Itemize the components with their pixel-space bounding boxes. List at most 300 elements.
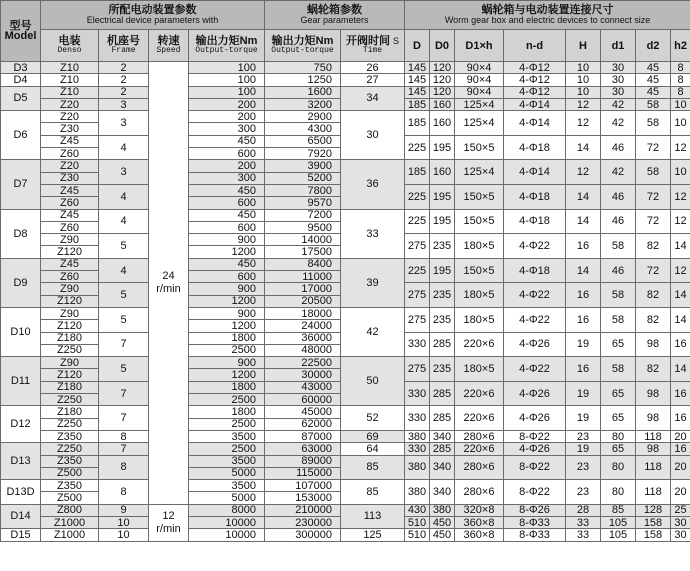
D0-cell: 235: [430, 307, 455, 332]
denso-cell: Z180: [41, 332, 99, 344]
h2-cell: 12: [671, 258, 690, 283]
D-cell: 145: [405, 74, 430, 86]
denso-cell: Z120: [41, 320, 99, 332]
denso-cell: Z60: [41, 221, 99, 233]
D0-cell: 195: [430, 209, 455, 234]
D1h-cell: 150×5: [455, 209, 504, 234]
time-cell: 85: [341, 480, 405, 505]
torque-cell: 450: [189, 209, 265, 221]
H-cell: 10: [566, 62, 601, 74]
d2-header: d2: [636, 30, 671, 62]
nd-cell: 4-Φ14: [504, 98, 566, 110]
d1-cell: 30: [601, 86, 636, 98]
nd-cell: 4-Φ26: [504, 406, 566, 431]
D1h-cell: 320×8: [455, 504, 504, 516]
D-cell: 225: [405, 258, 430, 283]
table-row: [1, 86, 690, 98]
gear-torque-cell: 17000: [265, 283, 341, 295]
model-header: 型号 Model: [1, 1, 41, 62]
gear-group-header: 蜗轮箱参数 Gear parameters: [265, 1, 405, 30]
D1h-cell: 125×4: [455, 98, 504, 110]
D0-cell: 120: [430, 86, 455, 98]
table-row: [1, 62, 690, 74]
time-cell: 50: [341, 357, 405, 406]
h2-cell: 20: [671, 455, 690, 480]
nd-cell: 4-Φ14: [504, 111, 566, 136]
D1h-cell: 180×5: [455, 234, 504, 259]
H-cell: 16: [566, 357, 601, 382]
D-cell: 185: [405, 111, 430, 136]
torque-cell: 600: [189, 221, 265, 233]
time-cell: 42: [341, 307, 405, 356]
frame-cell: 10: [99, 516, 149, 528]
gear-torque-cell: 9500: [265, 221, 341, 233]
gear-torque-cell: 20500: [265, 295, 341, 307]
time-header: 开阀时间 S Time: [341, 30, 405, 62]
time-cell: 34: [341, 86, 405, 111]
torque-cell: 5000: [189, 492, 265, 504]
time-cell: 125: [341, 529, 405, 541]
denso-cell: Z350: [41, 430, 99, 442]
h2-cell: 12: [671, 135, 690, 160]
time-cell: 39: [341, 258, 405, 307]
nd-cell: 4-Φ26: [504, 381, 566, 406]
torque-cell: 200: [189, 98, 265, 110]
table-row: [1, 307, 690, 319]
gear-torque-cell: 7920: [265, 148, 341, 160]
table-row: [1, 209, 690, 221]
torque-cell: 100: [189, 86, 265, 98]
gear-torque-cell: 1250: [265, 74, 341, 86]
torque-cell: 300: [189, 172, 265, 184]
gear-torque-cell: 7200: [265, 209, 341, 221]
torque-cell: 2500: [189, 443, 265, 455]
denso-cell: Z45: [41, 209, 99, 221]
d2-cell: 58: [636, 111, 671, 136]
torque-cell: 200: [189, 111, 265, 123]
D1h-cell: 150×5: [455, 258, 504, 283]
denso-cell: Z90: [41, 234, 99, 246]
frame-cell: 7: [99, 332, 149, 357]
d2-cell: 58: [636, 98, 671, 110]
D0-cell: 235: [430, 283, 455, 308]
d2-cell: 45: [636, 62, 671, 74]
D0-cell: 285: [430, 443, 455, 455]
d1-cell: 65: [601, 406, 636, 431]
nd-cell: 4-Φ18: [504, 184, 566, 209]
D-cell: 330: [405, 381, 430, 406]
d1-cell: 80: [601, 455, 636, 480]
nd-cell: 4-Φ12: [504, 62, 566, 74]
denso-cell: Z60: [41, 148, 99, 160]
H-cell: 14: [566, 135, 601, 160]
H-cell: 23: [566, 430, 601, 442]
denso-cell: Z500: [41, 492, 99, 504]
torque-cell: 2500: [189, 344, 265, 356]
gear-torque-cell: 7800: [265, 184, 341, 196]
nd-cell: 4-Φ18: [504, 135, 566, 160]
nd-cell: 4-Φ26: [504, 332, 566, 357]
torque-cell: 8000: [189, 504, 265, 516]
denso-cell: Z20: [41, 98, 99, 110]
D0-cell: 450: [430, 516, 455, 528]
D-cell: 145: [405, 86, 430, 98]
gear-torque-cell: 45000: [265, 406, 341, 418]
frame-cell: 5: [99, 283, 149, 308]
D0-cell: 160: [430, 160, 455, 185]
torque-cell: 1200: [189, 246, 265, 258]
D1h-cell: 220×6: [455, 332, 504, 357]
torque-cell: 450: [189, 135, 265, 147]
torque-cell: 600: [189, 197, 265, 209]
time-cell: 64: [341, 443, 405, 455]
model-cell: D11: [1, 357, 41, 406]
nd-cell: 4-Φ22: [504, 283, 566, 308]
denso-cell: Z180: [41, 381, 99, 393]
denso-cell: Z45: [41, 258, 99, 270]
time-cell: 36: [341, 160, 405, 209]
d2-cell: 98: [636, 381, 671, 406]
nd-cell: 4-Φ12: [504, 86, 566, 98]
table-row: [1, 430, 690, 442]
H-cell: 33: [566, 516, 601, 528]
D-cell: 330: [405, 443, 430, 455]
frame-cell: 3: [99, 160, 149, 185]
H-cell: 16: [566, 283, 601, 308]
frame-cell: 4: [99, 209, 149, 234]
D0-cell: 160: [430, 111, 455, 136]
table-row: [1, 258, 690, 270]
D0-cell: 195: [430, 258, 455, 283]
d1-cell: 85: [601, 504, 636, 516]
denso-cell: Z800: [41, 504, 99, 516]
d2-cell: 128: [636, 504, 671, 516]
d1-cell: 80: [601, 430, 636, 442]
D-cell: 225: [405, 209, 430, 234]
d2-cell: 118: [636, 430, 671, 442]
h2-cell: 14: [671, 283, 690, 308]
torque-cell: 3500: [189, 430, 265, 442]
frame-cell: 8: [99, 430, 149, 442]
nd-cell: 4-Φ14: [504, 160, 566, 185]
d1-cell: 80: [601, 480, 636, 505]
H-cell: 12: [566, 98, 601, 110]
torque-cell: 100: [189, 62, 265, 74]
d2-cell: 118: [636, 480, 671, 505]
denso-cell: Z30: [41, 123, 99, 135]
h2-cell: 30: [671, 516, 690, 528]
h2-cell: 30: [671, 529, 690, 541]
torque-cell: 1200: [189, 320, 265, 332]
table-row: [1, 443, 690, 455]
nd-cell: 8-Φ22: [504, 430, 566, 442]
frame-header: 机座号 Frame: [99, 30, 149, 62]
frame-cell: 2: [99, 62, 149, 74]
h2-cell: 10: [671, 111, 690, 136]
gear-torque-cell: 1600: [265, 86, 341, 98]
denso-header: 电装 Denso: [41, 30, 99, 62]
H-cell: 23: [566, 455, 601, 480]
gear-torque-cell: 107000: [265, 480, 341, 492]
D-cell: 225: [405, 135, 430, 160]
h2-cell: 10: [671, 98, 690, 110]
nd-cell: 4-Φ18: [504, 209, 566, 234]
model-cell: D3: [1, 62, 41, 74]
h2-header: h2: [671, 30, 690, 62]
d2-cell: 158: [636, 516, 671, 528]
D0-cell: 285: [430, 381, 455, 406]
denso-cell: Z20: [41, 160, 99, 172]
d2-cell: 98: [636, 332, 671, 357]
table-row: [1, 455, 690, 467]
torque-cell: 450: [189, 258, 265, 270]
model-cell: D7: [1, 160, 41, 209]
nd-cell: 8-Φ22: [504, 480, 566, 505]
speed-unit: r/min: [156, 282, 181, 295]
time-cell: 69: [341, 430, 405, 442]
gear-torque-cell: 87000: [265, 430, 341, 442]
H-cell: 16: [566, 307, 601, 332]
model-cell: D13D: [1, 480, 41, 505]
gear-torque-cell: 2900: [265, 111, 341, 123]
denso-cell: Z120: [41, 295, 99, 307]
D-cell: 380: [405, 430, 430, 442]
d2-cell: 158: [636, 529, 671, 541]
gear-torque-cell: 4300: [265, 123, 341, 135]
d2-cell: 82: [636, 283, 671, 308]
denso-cell: Z120: [41, 369, 99, 381]
gear-torque-cell: 60000: [265, 394, 341, 406]
D0-cell: 340: [430, 480, 455, 505]
frame-cell: 3: [99, 98, 149, 110]
table-row: [1, 480, 690, 492]
D0-cell: 120: [430, 74, 455, 86]
table-body: [1, 62, 690, 542]
gear-torque-cell: 3200: [265, 98, 341, 110]
gear-torque-cell: 8400: [265, 258, 341, 270]
gear-torque-cell: 115000: [265, 467, 341, 479]
h2-cell: 20: [671, 480, 690, 505]
d2-cell: 82: [636, 357, 671, 382]
table-row: [1, 406, 690, 418]
torque-cell: 900: [189, 234, 265, 246]
frame-cell: 4: [99, 184, 149, 209]
D1h-cell: 280×6: [455, 455, 504, 480]
H-cell: 33: [566, 529, 601, 541]
d1-cell: 42: [601, 160, 636, 185]
model-cell: D8: [1, 209, 41, 258]
h2-cell: 8: [671, 74, 690, 86]
d2-cell: 45: [636, 74, 671, 86]
model-cell: D5: [1, 86, 41, 111]
frame-cell: 5: [99, 234, 149, 259]
torque-cell: 900: [189, 307, 265, 319]
denso-cell: Z90: [41, 357, 99, 369]
torque-cell: 100: [189, 74, 265, 86]
frame-cell: 8: [99, 455, 149, 480]
D-cell: 275: [405, 283, 430, 308]
conn-group-header: 蜗轮箱与电动装置连接尺寸 Worm gear box and electric devices to connect size: [405, 1, 690, 30]
D1h-cell: 150×5: [455, 135, 504, 160]
D1h-cell: 360×8: [455, 516, 504, 528]
D0-cell: 160: [430, 98, 455, 110]
D1h-cell: 125×4: [455, 111, 504, 136]
H-cell: 14: [566, 209, 601, 234]
nd-cell: 4-Φ22: [504, 234, 566, 259]
gear-torque-cell: 230000: [265, 516, 341, 528]
time-cell: 85: [341, 455, 405, 480]
electric-group-header: 所配电动装置参数 Electrical device parameters with: [41, 1, 265, 30]
denso-cell: Z120: [41, 246, 99, 258]
D1h-cell: 90×4: [455, 74, 504, 86]
h2-cell: 16: [671, 332, 690, 357]
h2-cell: 14: [671, 357, 690, 382]
model-cell: D13: [1, 443, 41, 480]
d1-cell: 105: [601, 516, 636, 528]
d1-cell: 58: [601, 234, 636, 259]
frame-cell: 7: [99, 381, 149, 406]
d2-cell: 72: [636, 184, 671, 209]
H-header: H: [566, 30, 601, 62]
frame-cell: 3: [99, 111, 149, 136]
frame-cell: 2: [99, 74, 149, 86]
gear-torque-cell: 9570: [265, 197, 341, 209]
torque-cell: 300: [189, 123, 265, 135]
frame-cell: 5: [99, 307, 149, 332]
gear-torque-cell: 62000: [265, 418, 341, 430]
D1h-cell: 150×5: [455, 184, 504, 209]
h2-cell: 16: [671, 381, 690, 406]
gear-torque-cell: 36000: [265, 332, 341, 344]
gear-torque-cell: 22500: [265, 357, 341, 369]
frame-cell: 8: [99, 480, 149, 505]
d2-cell: 45: [636, 86, 671, 98]
table-row: [1, 160, 690, 172]
torque-cell: 900: [189, 357, 265, 369]
d2-cell: 98: [636, 406, 671, 431]
D0-cell: 120: [430, 62, 455, 74]
D0-cell: 235: [430, 357, 455, 382]
H-cell: 10: [566, 86, 601, 98]
D0-cell: 195: [430, 135, 455, 160]
denso-cell: Z350: [41, 480, 99, 492]
denso-cell: Z60: [41, 197, 99, 209]
denso-cell: Z45: [41, 184, 99, 196]
gear-torque-cell: 210000: [265, 504, 341, 516]
nd-cell: 4-Φ12: [504, 74, 566, 86]
d1-header: d1: [601, 30, 636, 62]
time-cell: 113: [341, 504, 405, 529]
h2-cell: 12: [671, 209, 690, 234]
D1h-cell: 220×6: [455, 406, 504, 431]
d1-cell: 58: [601, 307, 636, 332]
denso-cell: Z10: [41, 74, 99, 86]
gear-torque-cell: 153000: [265, 492, 341, 504]
time-cell: 52: [341, 406, 405, 431]
d1-cell: 46: [601, 258, 636, 283]
torque-cell: 1800: [189, 406, 265, 418]
output-torque-header: 输出力矩Nm Output-torque: [189, 30, 265, 62]
gear-torque-cell: 30000: [265, 369, 341, 381]
frame-cell: 4: [99, 135, 149, 160]
D1h-cell: 220×6: [455, 381, 504, 406]
gear-torque-cell: 17500: [265, 246, 341, 258]
D1h-cell: 180×5: [455, 307, 504, 332]
table-row: [1, 74, 690, 86]
denso-cell: Z250: [41, 394, 99, 406]
model-cell: D12: [1, 406, 41, 443]
speed-value: 24: [162, 269, 175, 282]
frame-cell: 10: [99, 529, 149, 541]
D-cell: 330: [405, 332, 430, 357]
H-cell: 12: [566, 111, 601, 136]
model-cell: D14: [1, 504, 41, 529]
gear-torque-cell: 48000: [265, 344, 341, 356]
table-row: [1, 529, 690, 541]
torque-cell: 2500: [189, 418, 265, 430]
denso-cell: Z1000: [41, 516, 99, 528]
nd-cell: 4-Φ26: [504, 443, 566, 455]
denso-cell: Z60: [41, 271, 99, 283]
table-row: [1, 111, 690, 123]
denso-cell: Z500: [41, 467, 99, 479]
time-cell: 26: [341, 62, 405, 74]
denso-cell: Z90: [41, 283, 99, 295]
D-cell: 380: [405, 480, 430, 505]
D-cell: 510: [405, 516, 430, 528]
d2-cell: 82: [636, 307, 671, 332]
table-row: [1, 357, 690, 369]
D0-cell: 195: [430, 184, 455, 209]
nd-cell: 8-Φ33: [504, 516, 566, 528]
D0-cell: 235: [430, 234, 455, 259]
d1-cell: 65: [601, 381, 636, 406]
D1h-cell: 125×4: [455, 160, 504, 185]
D-cell: 330: [405, 406, 430, 431]
d1-cell: 58: [601, 283, 636, 308]
torque-cell: 3500: [189, 455, 265, 467]
nd-cell: 4-Φ22: [504, 307, 566, 332]
D1h-cell: 90×4: [455, 86, 504, 98]
d2-cell: 118: [636, 455, 671, 480]
denso-cell: Z10: [41, 86, 99, 98]
frame-cell: 9: [99, 504, 149, 516]
d1-cell: 46: [601, 184, 636, 209]
speed-cell: [149, 504, 189, 541]
time-cell: 27: [341, 74, 405, 86]
torque-cell: 200: [189, 160, 265, 172]
torque-cell: 10000: [189, 516, 265, 528]
gear-torque-cell: 63000: [265, 443, 341, 455]
d1-cell: 46: [601, 135, 636, 160]
model-cell: D9: [1, 258, 41, 307]
denso-cell: Z180: [41, 406, 99, 418]
h2-cell: 8: [671, 86, 690, 98]
gear-torque-cell: 300000: [265, 529, 341, 541]
d1-cell: 105: [601, 529, 636, 541]
D-cell: 185: [405, 98, 430, 110]
frame-cell: 2: [99, 86, 149, 98]
D1h-cell: 90×4: [455, 62, 504, 74]
denso-cell: Z350: [41, 455, 99, 467]
H-cell: 16: [566, 234, 601, 259]
h2-cell: 16: [671, 406, 690, 431]
denso-cell: Z250: [41, 418, 99, 430]
D-cell: 510: [405, 529, 430, 541]
nd-cell: 8-Φ22: [504, 455, 566, 480]
d2-cell: 82: [636, 234, 671, 259]
D1h-cell: 280×6: [455, 480, 504, 505]
